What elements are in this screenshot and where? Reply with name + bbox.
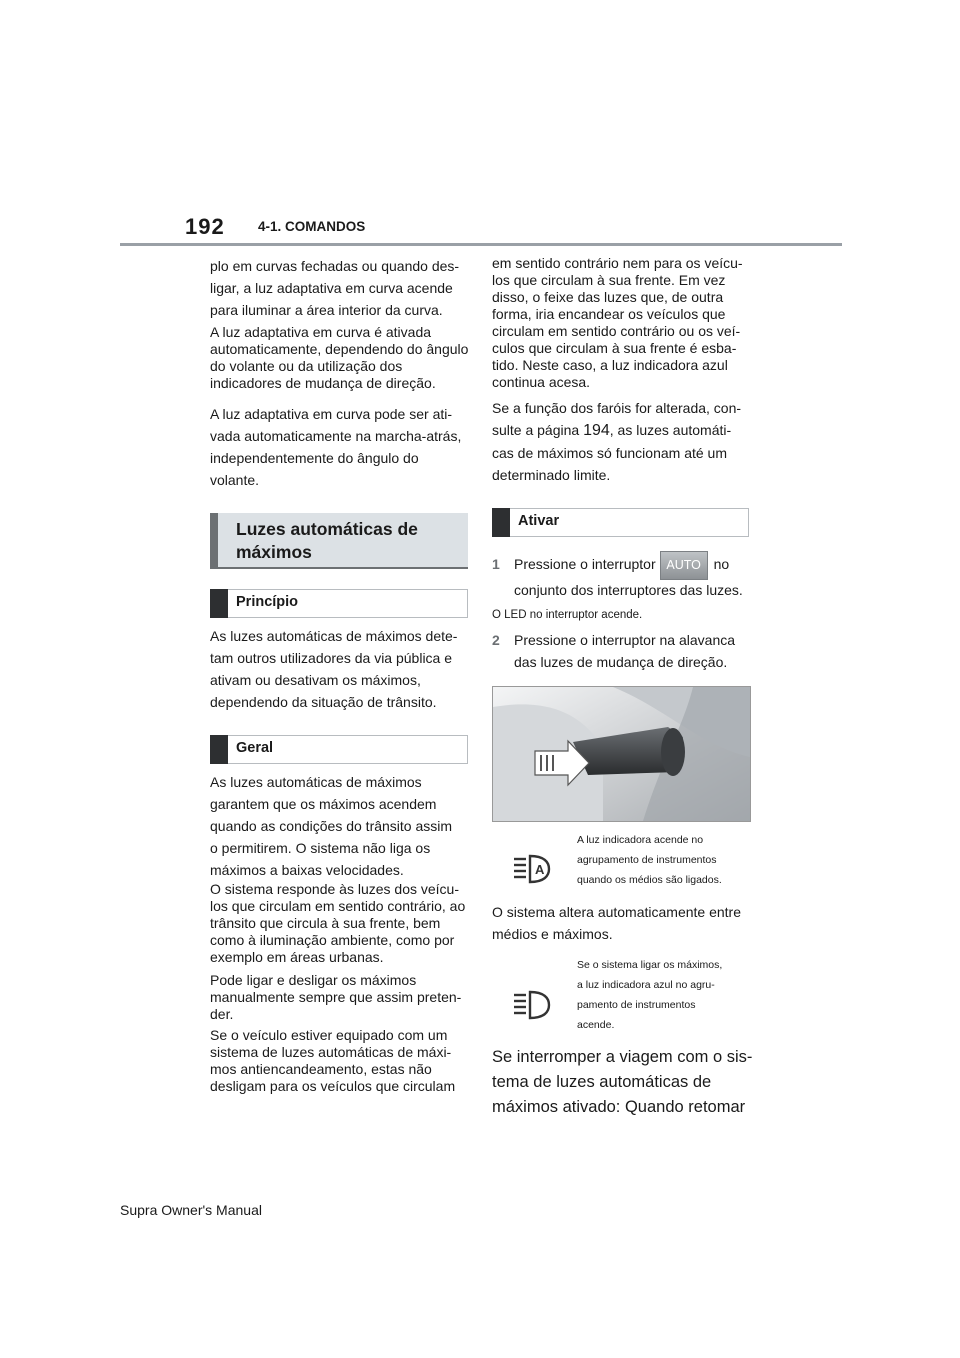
adaptive-light-paragraph: A luz adaptativa em curva é ativada automaticamente, dependendo do ângulo do volante ou da utilização dos indicadores de mudança de direção. <box>210 324 469 391</box>
high-beam-indicator-icon <box>512 988 552 1022</box>
step-2-continued: das luzes de mudança de direção. <box>514 654 728 670</box>
auto-switch-paragraph: O sistema altera automaticamente entre médios e máximos. <box>492 904 742 942</box>
manual-toggle-paragraph: Pode ligar e desligar os máximos manualmente sempre que assim preten- der. <box>210 972 462 1022</box>
subheading-ativar: Ativar <box>492 508 749 537</box>
auto-switch-icon: AUTO <box>660 551 708 580</box>
section-heading-auto-high-beam: Luzes automáticas de máximos <box>210 513 468 567</box>
reverse-gear-paragraph: A luz adaptativa em curva pode ser ati- vada automaticamente na marcha-atrás, independentemente do ângulo do volante. <box>210 406 462 488</box>
intro-paragraph: plo em curvas fechadas ou quando des- ligar, a luz adaptativa em curva acende para iluminar a área interior da curva. <box>210 258 460 318</box>
page-number: 192 <box>185 214 225 239</box>
turn-signal-lever-illustration <box>492 686 751 822</box>
section-title: 4-1. COMANDOS <box>258 219 366 234</box>
indicator-note-high-beam: Se o sistema ligar os máximos, a luz indicadora azul no agru- pamento de instrumentos acende. <box>577 959 723 1031</box>
step-1: 1 Pressione o interruptor AUTO no <box>492 549 752 580</box>
indicator-note-low-beam: A luz indicadora acende no agrupamento de instrumentos quando os médios são ligados. <box>577 834 722 886</box>
geral-paragraph: As luzes automáticas de máximos garantem que os máximos acendem quando as condições do trânsito assim o permitirem. O sistema não liga os máximos a baixas velocidades. <box>210 774 453 878</box>
header-divider <box>120 243 842 246</box>
page-reference-link[interactable]: 194 <box>583 422 610 439</box>
manual-footer: Supra Owner's Manual <box>120 1202 262 1218</box>
led-note: O LED no interruptor acende. <box>492 609 643 621</box>
step-2: 2 Pressione o interruptor na alavanca <box>492 632 736 648</box>
interrupt-journey-paragraph: Se interromper a viagem com o sis- tema de luzes automáticas de máximos ativado: Quando retomar <box>492 1048 753 1116</box>
system-response-paragraph: O sistema responde às luzes dos veícu- los que circulam em sentido contrário, ao trânsito que circula à sua frente, bem como à iluminação ambiente, como por exemplo em áreas urbanas. <box>210 881 466 965</box>
continuation-paragraph: em sentido contrário nem para os veícu- los que circulam à sua frente. Em vez disso, o feixe das luzes que, de outra forma, iria encandear os veículos que circulam em sentido contrário ou os veí- culos que circulam à sua frente é esba- tido. Neste caso, a luz indicadora azul continua acesa. <box>492 255 743 390</box>
antidazzle-paragraph: Se o veículo estiver equipado com um sistema de luzes automáticas de máxi- mos antiencandeamento, estas não desligam para os veículos que circulam <box>210 1027 456 1094</box>
subheading-geral: Geral <box>210 735 468 764</box>
headlight-function-paragraph: Se a função dos faróis for alterada, con- sulte a página 194, as luzes automáti- cas de máximos só funcionam até um determinado limite. <box>492 400 742 483</box>
subheading-principio: Princípio <box>210 589 468 618</box>
principio-paragraph: As luzes automáticas de máximos dete- tam outros utilizadores da via pública e ativam ou desativam os máximos, dependendo da situação de trânsito. <box>210 628 458 710</box>
high-beam-assist-indicator-icon <box>512 852 552 886</box>
step-1-continued: conjunto dos interruptores das luzes. <box>514 582 743 598</box>
svg-text:A: A <box>535 862 545 877</box>
